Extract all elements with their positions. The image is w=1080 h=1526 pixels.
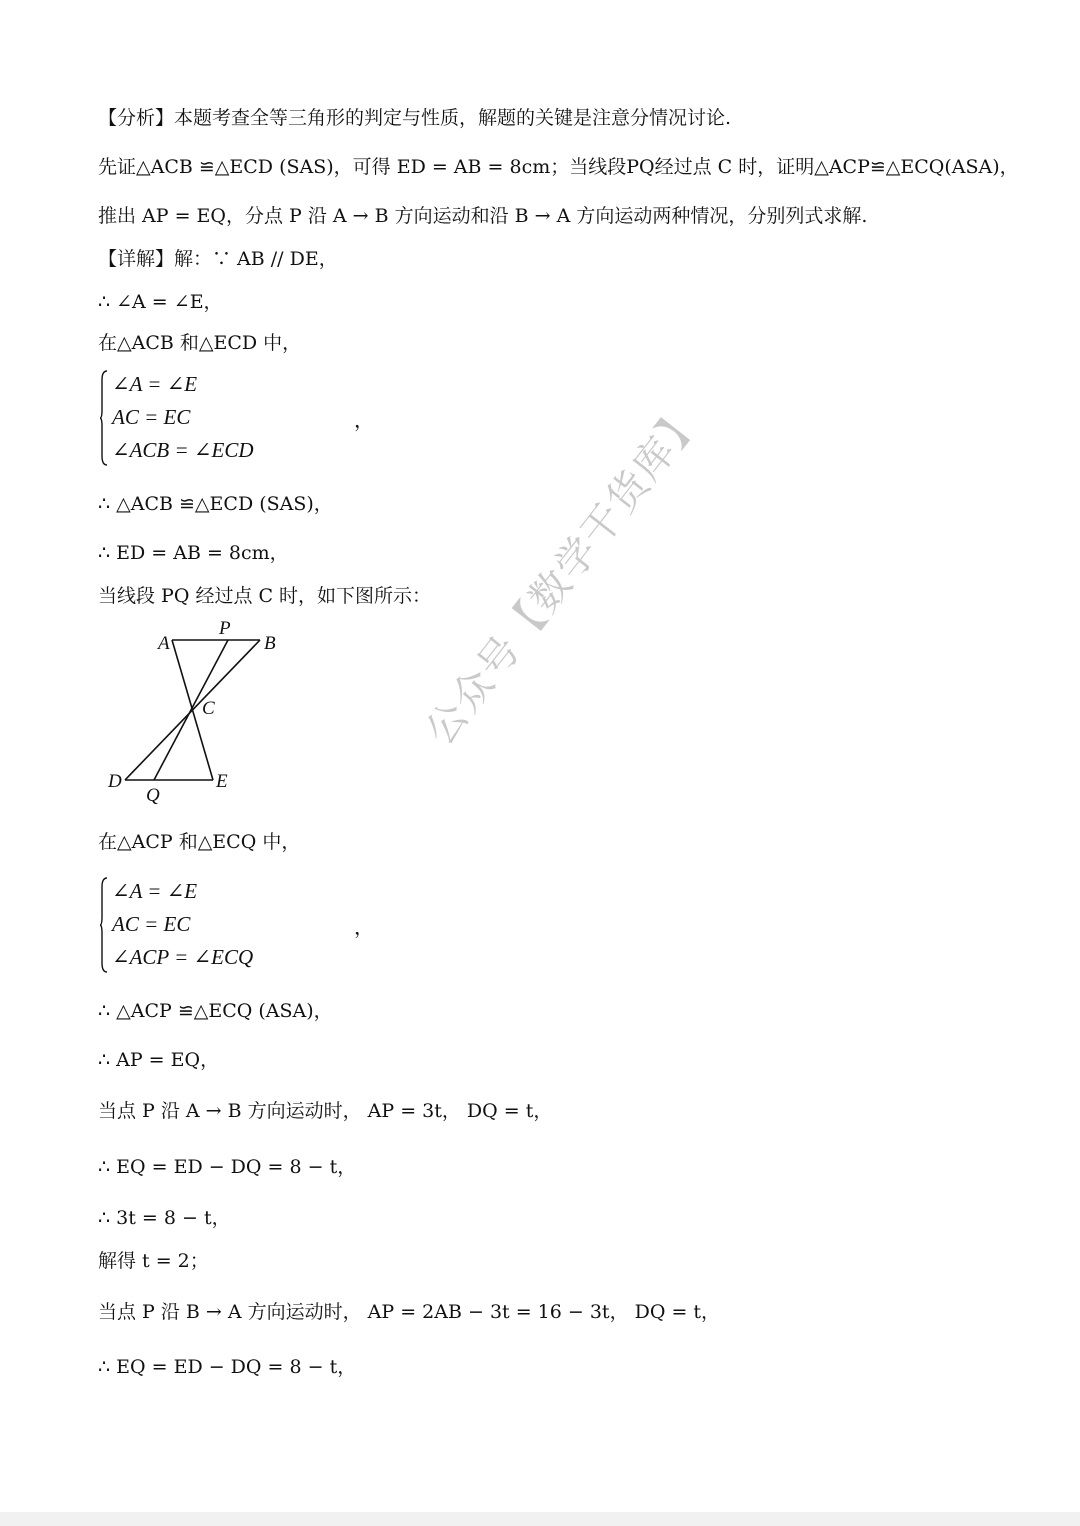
solution-step-7: ∴ △ACP ≌△ECQ (ASA)， <box>98 1000 333 1022</box>
brace-icon <box>100 370 108 466</box>
system-row: AC = EC <box>112 405 191 429</box>
system-comma: ， <box>354 917 374 939</box>
watermark-text: 公众号【数学干货库】 <box>417 394 712 754</box>
solution-step-11: ∴ 3t = 8 − t， <box>98 1207 231 1229</box>
analysis-line-1: 【分析】本题考查全等三角形的判定与性质，解题的关键是注意分情况讨论. <box>98 107 732 129</box>
solution-step-8: ∴ AP = EQ， <box>98 1049 220 1071</box>
solution-step-12: 解得 t = 2； <box>98 1250 209 1272</box>
solution-header: 【详解】解：∵ AB // DE， <box>98 248 338 270</box>
solution-step-14: ∴ EQ = ED − DQ = 8 − t， <box>98 1356 357 1378</box>
segment-bd <box>125 640 260 780</box>
segment-pq <box>154 640 228 780</box>
system-row: ∠ACB = ∠ECD <box>112 438 254 462</box>
system-row: ∠A = ∠E <box>112 372 198 396</box>
solution-step-6: 在△ACP 和△ECQ 中， <box>98 831 301 853</box>
solution-step-10: ∴ EQ = ED − DQ = 8 − t， <box>98 1156 357 1178</box>
system-row: AC = EC <box>112 912 191 936</box>
label-q: Q <box>146 785 160 806</box>
system-comma: ， <box>354 410 374 432</box>
page-bottom-edge <box>0 1512 1080 1526</box>
equation-system-1 <box>98 370 374 470</box>
system-row: ∠ACP = ∠ECQ <box>112 945 254 969</box>
label-p: P <box>219 618 231 639</box>
geometry-figure <box>100 615 300 810</box>
label-e: E <box>216 771 228 792</box>
solution-step-5: 当线段 PQ 经过点 C 时，如下图所示： <box>98 585 432 607</box>
label-d: D <box>108 771 122 792</box>
solution-step-9: 当点 P 沿 A → B 方向运动时， AP = 3t， DQ = t， <box>98 1100 553 1122</box>
analysis-line-3: 推出 AP = EQ，分点 P 沿 A → B 方向运动和沿 B → A 方向运动两种情况，分别列式求解. <box>98 205 868 227</box>
watermark <box>410 394 712 870</box>
solution-step-3: ∴ △ACB ≌△ECD (SAS)， <box>98 493 333 515</box>
solution-step-13: 当点 P 沿 B → A 方向运动时， AP = 2AB − 3t = 16 − 3t， DQ = t， <box>98 1301 721 1323</box>
solution-step-4: ∴ ED = AB = 8cm， <box>98 542 289 564</box>
analysis-line-2: 先证△ACB ≌△ECD (SAS)，可得 ED = AB = 8cm；当线段PQ经过点 C 时，证明△ACP≌△ECQ(ASA)， <box>98 156 1019 178</box>
solution-step-1: ∴ ∠A = ∠E， <box>98 291 223 313</box>
system-row: ∠A = ∠E <box>112 879 198 903</box>
label-b: B <box>264 633 276 654</box>
label-a: A <box>158 633 170 654</box>
brace-icon <box>100 877 108 973</box>
label-c: C <box>202 698 215 719</box>
equation-system-2 <box>98 877 374 977</box>
solution-step-2: 在△ACB 和△ECD 中， <box>98 332 302 354</box>
